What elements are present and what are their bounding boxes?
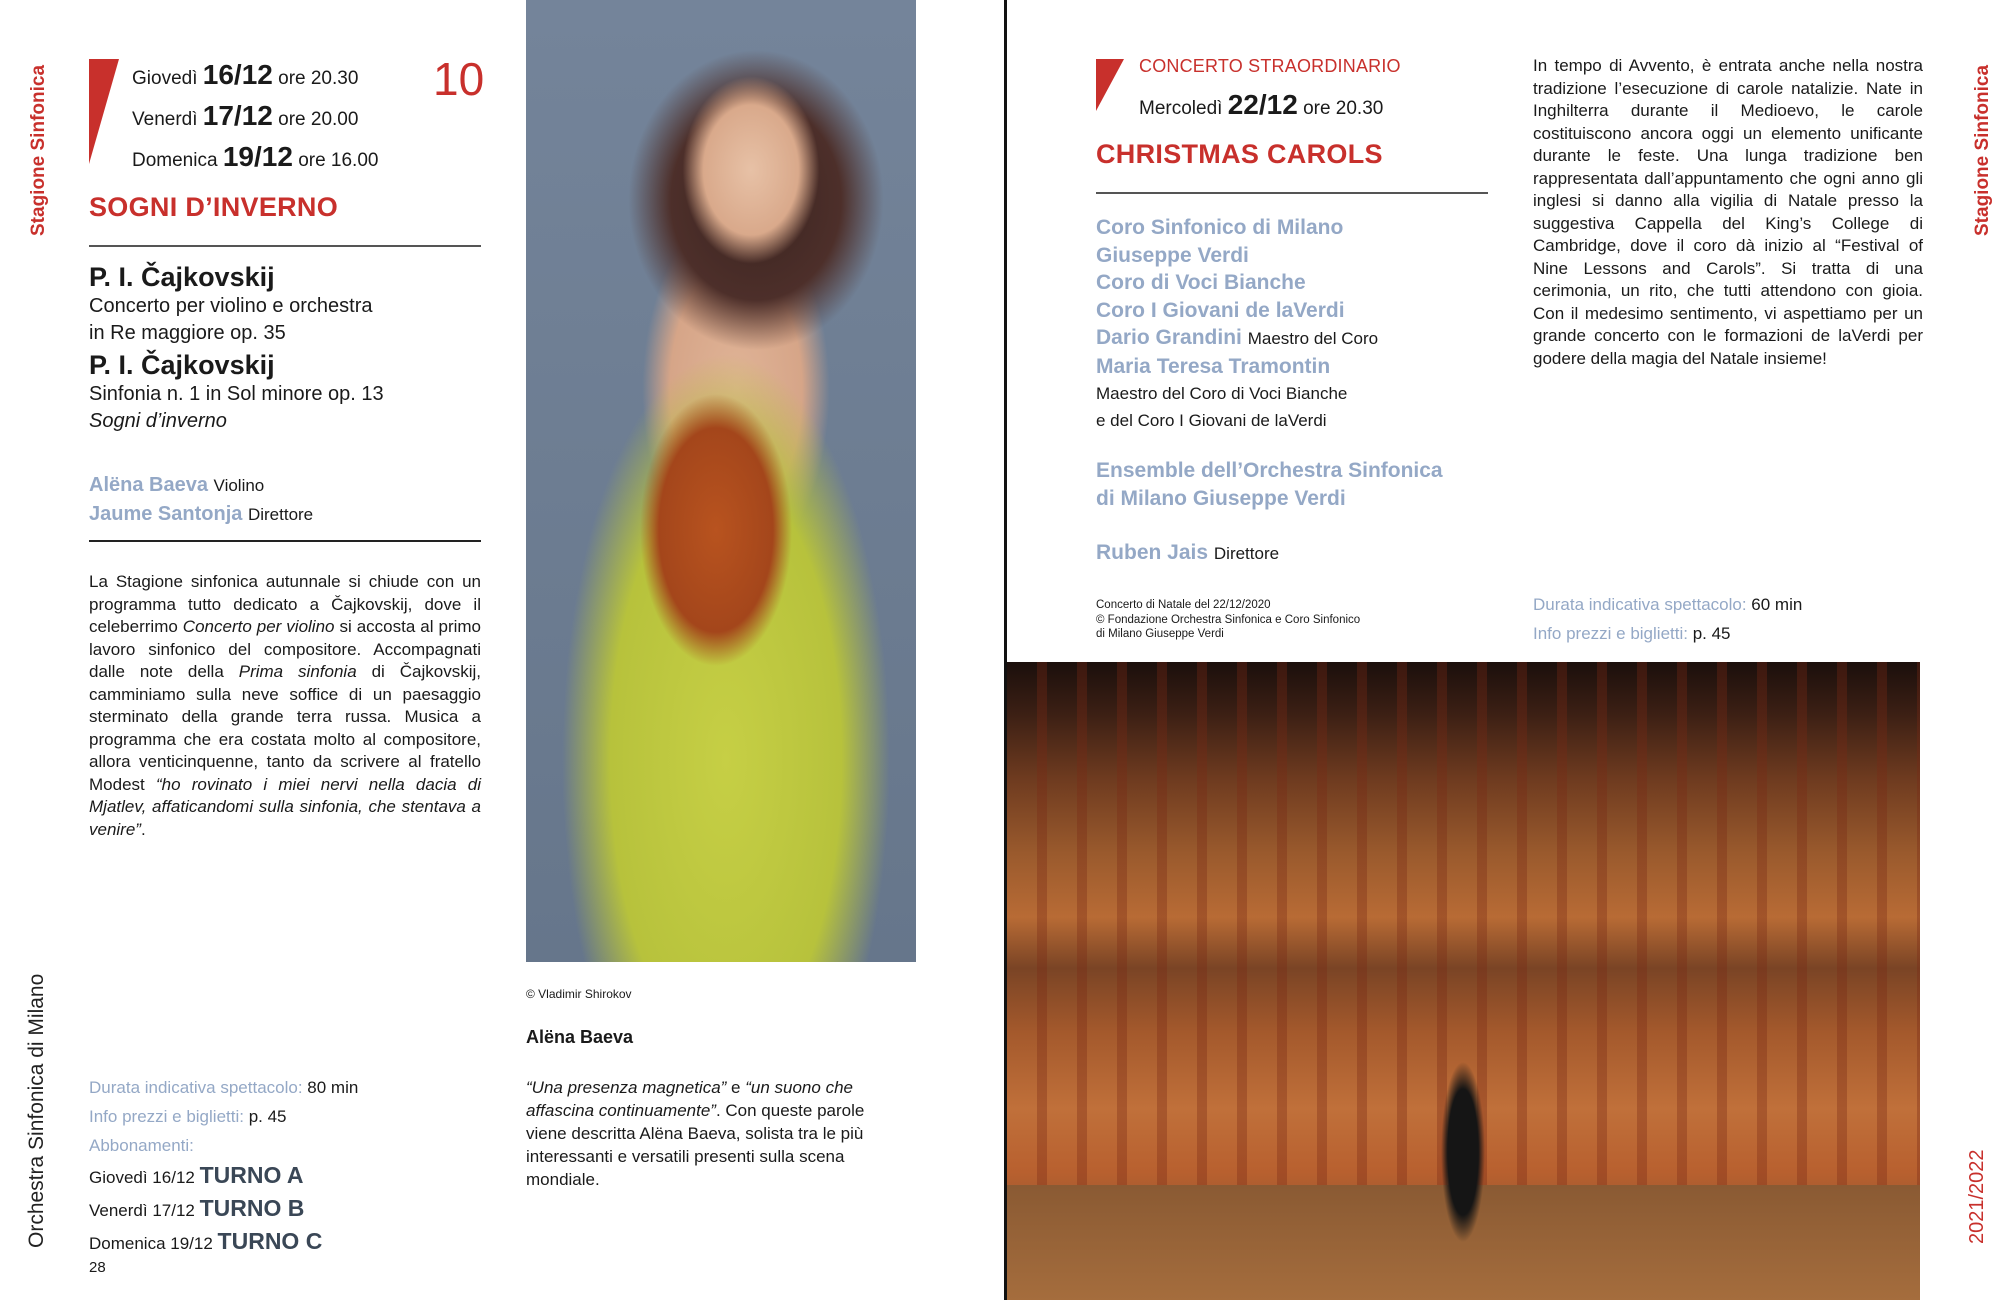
work-title: Concerto per violino e orchestra: [89, 295, 373, 317]
turno-date: Venerdì 17/12: [89, 1201, 195, 1220]
duration-label: Durata indicativa spettacolo:: [89, 1078, 303, 1097]
date-line: [1139, 86, 1383, 127]
ensemble-name: Coro I Giovani de laVerdi: [1096, 298, 1345, 322]
ensembles: [1096, 214, 1378, 434]
text-run: e: [726, 1078, 746, 1097]
bio-text: [526, 1076, 906, 1191]
composer-name: P. I. Čajkovskij: [89, 350, 275, 380]
season-year-label: 2021/2022: [1966, 1149, 1988, 1244]
date-value: 22/12: [1227, 89, 1298, 120]
artist-line: [89, 471, 313, 500]
event-description: [89, 571, 481, 841]
divider-rule: [1096, 192, 1488, 194]
event-description: In tempo di Avvento, è entrata anche nella nostra tradizione l’esecuzione di carole natalizie. Nate in Inghilterra durante il Medioevo, le carole costituiscono ancora oggi un elemento unificante durante le feste. Una lunga tradizione ben rappresentata dall’appuntamento che ogni anno gli inglesi si danno alla vigilia di Natale presso la suggestiva Cappella del King’s College di Cambridge, dove il coro dà inizio al “Festival of Nine Lessons and Carols”. Si tratta di una cerimonia, un rito, che tutti attendono con gioia. Con il medesimo sentimento, vi aspettiamo per un grande concerto con le formazioni de laVerdi per godere della magia del Natale insieme!: [1533, 56, 1923, 368]
artist-name: Jaume Santonja: [89, 503, 243, 525]
caption-line: Concerto di Natale del 22/12/2020: [1096, 599, 1271, 611]
ensemble-name: Giuseppe Verdi: [1096, 243, 1249, 267]
date-day: Mercoledì: [1139, 98, 1223, 119]
artist-role: Violino: [213, 476, 265, 495]
bio-name: Alëna Baeva: [526, 1027, 634, 1047]
choir-master-line: [1096, 324, 1378, 353]
prices-page-link[interactable]: p. 45: [1692, 624, 1731, 643]
turno-name: TURNO B: [199, 1195, 305, 1221]
turno-name: TURNO A: [199, 1162, 304, 1188]
prices-label: Info prezzi e biglietti:: [89, 1107, 244, 1126]
turno-line: [89, 1160, 358, 1193]
event-info: [89, 1073, 358, 1259]
orchestra-side-label: Orchestra Sinfonica di Milano: [25, 973, 48, 1248]
ensemble-name: Coro Sinfonico di Milano: [1096, 216, 1344, 239]
red-triangle-marker: [1096, 59, 1124, 111]
event-dates: [132, 56, 378, 179]
date-day: Domenica: [132, 150, 218, 171]
event-info: [1533, 590, 1802, 648]
duration-line: [89, 1073, 358, 1102]
text-run: .: [140, 819, 146, 839]
subscriptions-label: Abbonamenti:: [89, 1136, 194, 1155]
caption-line: di Milano Giuseppe Verdi: [1096, 628, 1224, 640]
text-run-italic: “un suono che affascina continuamente”: [526, 1078, 853, 1120]
text-run: di Čajkovskij, camminiamo sulla neve soffice di un paesaggio sterminato della grande terra russa. Musica a programma che era costata molto al compositore, allora venticinquenne, tanto da scrivere al fratello Modest: [89, 662, 481, 794]
work-title: Sinfonia n. 1 in Sol minore op. 13: [89, 383, 384, 405]
date-time: ore 20.30: [278, 68, 359, 89]
text-run-italic: Prima sinfonia: [238, 662, 357, 681]
date-day: Giovedì: [132, 68, 198, 89]
turno-line: [89, 1226, 358, 1259]
turno-name: TURNO C: [217, 1228, 323, 1254]
date-day: Venerdì: [132, 109, 198, 130]
duration-value: 80 min: [307, 1078, 359, 1097]
conductor-line: [1096, 541, 1279, 565]
section-label-stagione-sinfonica: Stagione Sinfonica: [1972, 64, 1993, 236]
work-subtitle: Sogni d’inverno: [89, 410, 227, 432]
violinist-photo: [526, 0, 916, 962]
composer-name: P. I. Čajkovskij: [89, 262, 275, 292]
red-triangle-marker: [89, 59, 119, 164]
artist-role: Maestro del Coro: [1247, 329, 1379, 348]
divider-rule: [89, 540, 481, 542]
date-time: ore 20.30: [1303, 98, 1384, 119]
text-run: . Con queste parole viene descritta Alëna Baeva, solista tra le più interessanti e versatili presenti sulla scena mondiale.: [526, 1101, 865, 1189]
concert-hall-photo: [1007, 662, 1920, 1300]
turno-date: Giovedì 16/12: [89, 1168, 195, 1187]
photo-caption: [1096, 598, 1360, 642]
divider-rule: [89, 245, 481, 247]
artist-role: e del Coro I Giovani de laVerdi: [1096, 411, 1327, 430]
duration-value: 60 min: [1751, 595, 1803, 614]
artist-name: Alëna Baeva: [89, 474, 208, 496]
duration-line: [1533, 590, 1802, 619]
date-time: ore 20.00: [278, 109, 359, 130]
prices-label: Info prezzi e biglietti:: [1533, 624, 1688, 643]
date-value: 16/12: [202, 59, 273, 90]
performers: [89, 471, 313, 529]
text-run-italic: Concerto per violino: [182, 617, 335, 636]
artist-line: [89, 500, 313, 529]
orchestra-name: di Milano Giuseppe Verdi: [1096, 487, 1346, 510]
text-run: si accosta al primo lavoro sinfonico del compositore. Accompagnati dalle note della: [89, 617, 481, 681]
text-run-italic: “ho rovinato i miei nervi nella dacia di Mjatlev, affaticandomi sulla sinfonia, che stentava a venire”: [89, 774, 481, 839]
artist-role: Direttore: [247, 505, 314, 524]
date-line: [132, 97, 378, 138]
prices-page-link[interactable]: p. 45: [248, 1107, 287, 1126]
orchestra-name: Ensemble dell’Orchestra Sinfonica: [1096, 459, 1443, 482]
orchestra: [1096, 457, 1443, 513]
artist-role: Maestro del Coro di Voci Bianche: [1096, 384, 1348, 403]
date-value: 17/12: [202, 100, 273, 131]
work-title: in Re maggiore op. 35: [89, 322, 286, 344]
section-label-stagione-sinfonica: Stagione Sinfonica: [28, 64, 49, 236]
event-number: 10: [433, 53, 485, 105]
event-title: SOGNI D’INVERNO: [89, 192, 339, 222]
duration-label: Durata indicativa spettacolo:: [1533, 595, 1747, 614]
ensemble-name: Coro di Voci Bianche: [1096, 271, 1306, 294]
event-kicker: CONCERTO STRAORDINARIO: [1139, 56, 1401, 76]
photo-credit: © Vladimir Shirokov: [526, 987, 632, 1001]
turno-line: [89, 1193, 358, 1226]
artist-role: Direttore: [1213, 544, 1280, 563]
caption-line: © Fondazione Orchestra Sinfonica e Coro Sinfonico: [1096, 613, 1361, 626]
artist-name: Maria Teresa Tramontin: [1096, 354, 1331, 378]
program: [89, 261, 489, 435]
prices-line: [1533, 619, 1802, 648]
date-line: [132, 56, 378, 97]
artist-name: Dario Grandini: [1096, 326, 1242, 349]
text-run: La Stagione sinfonica autunnale si chiude con un programma tutto dedicato a Čajkovskij, dove il celeberrimo: [89, 572, 481, 636]
artist-name: Ruben Jais: [1096, 541, 1209, 564]
date-line: [132, 138, 378, 179]
date-value: 19/12: [222, 141, 293, 172]
turno-date: Domenica 19/12: [89, 1234, 213, 1253]
text-run-italic: “Una presenza magnetica”: [526, 1078, 727, 1097]
date-time: ore 16.00: [298, 150, 379, 171]
prices-line: [89, 1102, 358, 1131]
page-number: 28: [89, 1259, 106, 1276]
event-title: CHRISTMAS CAROLS: [1096, 139, 1383, 169]
